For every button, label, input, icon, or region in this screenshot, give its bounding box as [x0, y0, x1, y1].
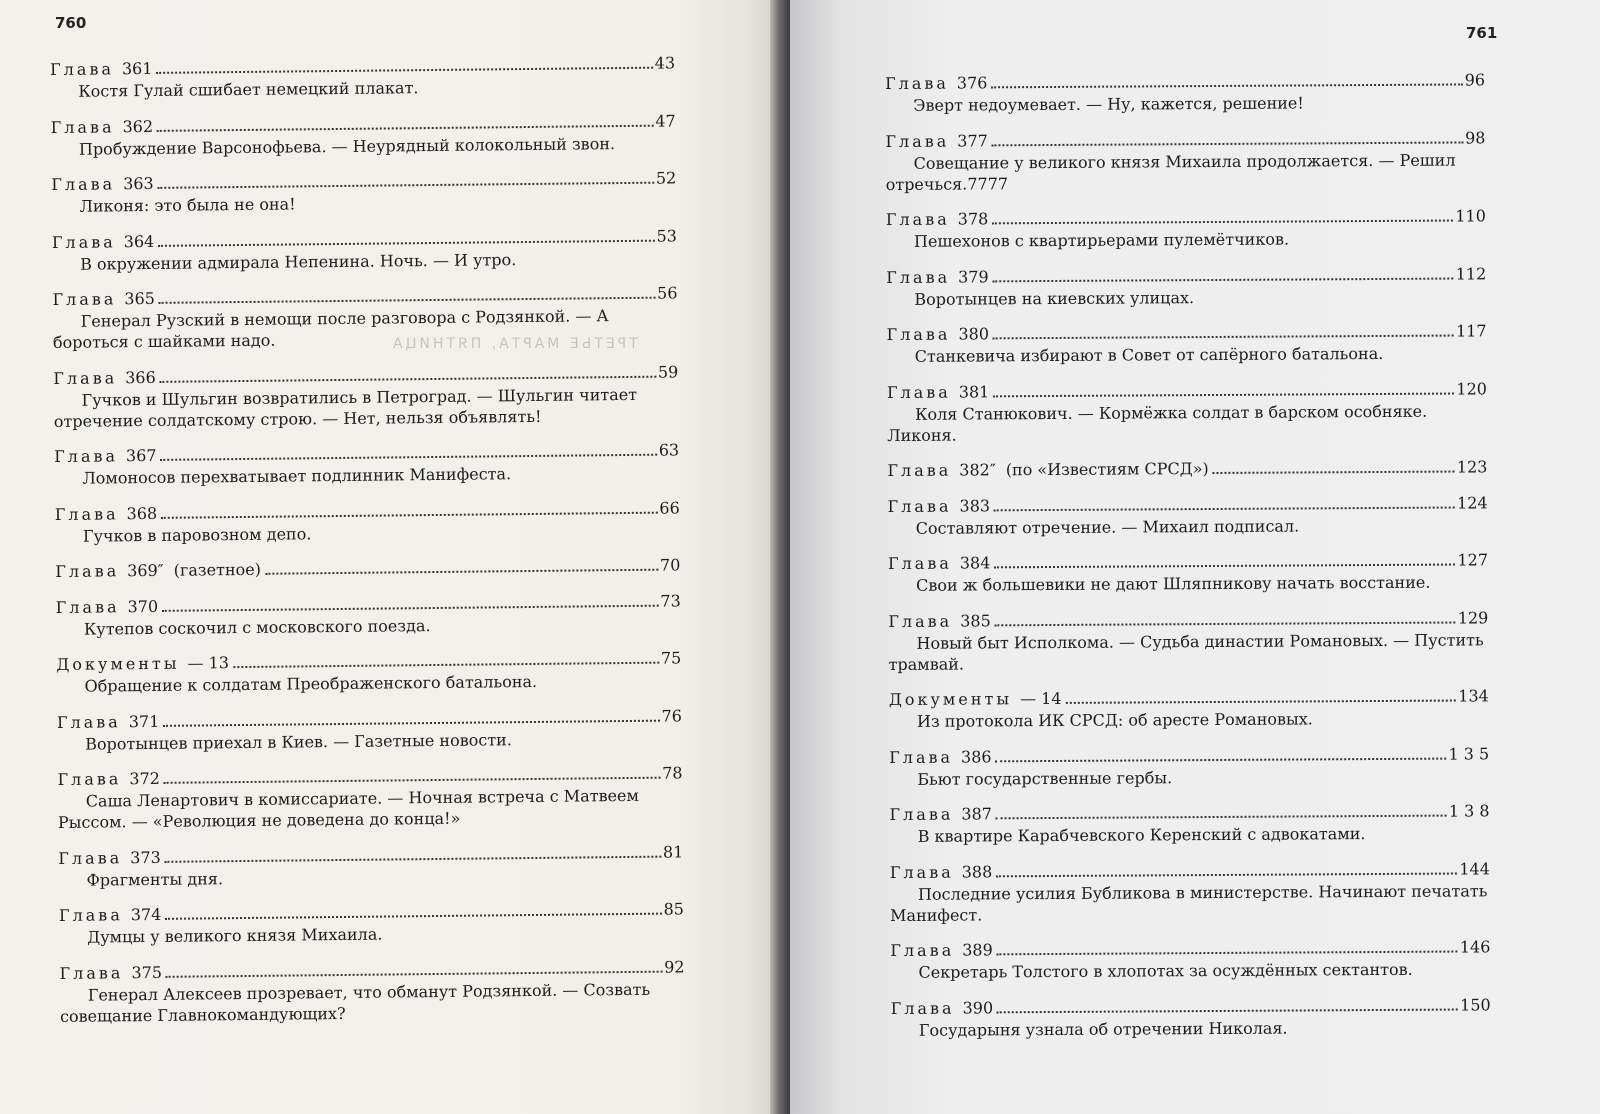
toc-list-right — [885, 70, 1491, 1056]
page-reference: 76 — [661, 705, 682, 726]
toc-entry-heading — [890, 937, 1490, 961]
chapter-label: Документы — [888, 689, 1013, 709]
dot-leader — [157, 123, 653, 131]
toc-entry — [886, 264, 1486, 310]
toc-entry — [55, 555, 680, 582]
dot-leader — [1066, 699, 1457, 704]
toc-entry-heading — [885, 70, 1485, 94]
dot-leader — [995, 620, 1456, 626]
chapter-number: 385 — [960, 610, 991, 631]
dot-leader — [1213, 470, 1455, 474]
toc-entry — [51, 111, 676, 160]
chapter-description: Саша Ленартович в комиссариате. — Ночная встреча с Матвеем Рыссом. — «Революция не доведена до конца!» — [57, 785, 640, 832]
chapter-number: 389 — [962, 940, 993, 960]
chapter-number: 369″ — [127, 560, 164, 581]
chapter-label: Глава — [890, 998, 955, 1018]
page-reference: 1 3 8 — [1448, 801, 1490, 821]
toc-entry — [887, 457, 1487, 481]
page-reference: 110 — [1455, 206, 1486, 226]
chapter-number: — 14 — [1019, 688, 1062, 709]
toc-entry — [889, 744, 1489, 790]
dot-leader — [996, 871, 1457, 877]
right-page — [790, 0, 1600, 1114]
dot-leader — [993, 276, 1454, 282]
page-reference: 120 — [1456, 378, 1487, 399]
toc-entry — [885, 70, 1485, 116]
toc-entry-heading — [886, 206, 1486, 230]
page-reference: 56 — [657, 283, 678, 303]
toc-entry — [891, 995, 1491, 1041]
chapter-description: Секретарь Толстого в хлопотах за осуждённых сектантов. — [918, 959, 1413, 982]
dot-leader — [165, 912, 661, 920]
toc-entry-heading — [887, 321, 1487, 345]
toc-entry-heading — [889, 686, 1489, 710]
dot-leader — [166, 969, 662, 977]
chapter-number: 363 — [123, 173, 154, 194]
page-reference: 98 — [1464, 127, 1486, 147]
page-reference: 43 — [654, 53, 676, 73]
toc-entry — [886, 206, 1486, 252]
chapter-label: Глава — [51, 231, 116, 252]
chapter-label: Глава — [55, 596, 120, 617]
chapter-description: Государыня узнала об отречении Николая. — [918, 1018, 1288, 1040]
chapter-label: Глава — [54, 503, 119, 524]
chapter-label: Глава — [57, 769, 122, 789]
page-number-right: 761 — [1466, 24, 1498, 42]
chapter-label: Глава — [58, 905, 123, 925]
chapter-label: Глава — [58, 847, 123, 868]
page-reference: 146 — [1459, 937, 1491, 957]
dot-leader — [160, 374, 656, 382]
toc-entry — [58, 842, 683, 891]
chapter-description: Новый быт Исполкома. — Судьба династии Романовых. — Пустить трамвай. — [888, 629, 1484, 674]
dot-leader — [997, 1007, 1458, 1013]
chapter-label: Глава — [887, 553, 952, 573]
dot-leader — [233, 661, 659, 668]
toc-entry — [889, 801, 1489, 847]
chapter-description: Последние усилия Бубликова в министерстве. Начинают печатать Манифест. — [890, 880, 1488, 925]
page-reference: 85 — [663, 899, 685, 919]
toc-entry — [56, 648, 681, 697]
chapter-description: Из протокола ИК СРСД: об аресте Романовых. — [916, 709, 1313, 731]
page-reference: 117 — [1455, 321, 1487, 341]
page-reference: 63 — [658, 440, 680, 460]
dot-leader — [163, 718, 659, 726]
page-reference: 78 — [662, 763, 683, 783]
dot-leader — [992, 140, 1463, 146]
chapter-description: Пешехонов с квартирьерами пулемётчиков. — [913, 229, 1290, 251]
page-reference: 73 — [660, 590, 681, 611]
page-reference: 81 — [662, 841, 684, 862]
chapter-description: В окружении адмирала Непенина. Ночь. — И утро. — [80, 249, 517, 274]
dot-leader — [164, 776, 660, 784]
dot-leader — [161, 453, 657, 461]
page-reference: 47 — [655, 110, 676, 131]
chapter-description: Фрагменты дня. — [86, 868, 224, 890]
chapter-number: 372 — [129, 768, 161, 789]
chapter-description: Бьют государственные гербы. — [917, 767, 1173, 789]
toc-entry — [887, 321, 1487, 367]
toc-entry-heading — [888, 550, 1488, 574]
chapter-label: Глава — [59, 962, 124, 983]
dot-leader — [994, 563, 1455, 569]
chapter-label: Глава — [885, 73, 949, 93]
page-reference: 92 — [664, 956, 685, 977]
toc-entry — [888, 550, 1488, 596]
toc-entry — [888, 608, 1488, 675]
toc-entry-heading — [891, 995, 1491, 1019]
toc-entry — [57, 706, 682, 755]
toc-entry-heading — [887, 379, 1487, 403]
chapter-number: 374 — [130, 904, 162, 925]
toc-entry — [51, 168, 676, 217]
page-reference: 66 — [659, 497, 680, 518]
chapter-number: 377 — [957, 130, 988, 151]
toc-entry-heading — [889, 744, 1489, 768]
chapter-description: Генерал Рузский в немощи после разговора с Родзянкой. — А бороться с шайками надо. — [52, 306, 609, 352]
chapter-number: 361 — [121, 58, 153, 79]
chapter-note: (газетное) — [173, 559, 262, 580]
dot-leader — [996, 756, 1447, 762]
page-reference: 123 — [1456, 457, 1488, 477]
dot-leader — [162, 603, 658, 611]
chapter-description: Станкевича избирают в Совет от сапёрного батальона. — [914, 343, 1384, 366]
chapter-description: Ломоносов перехватывает подлинник Манифеста. — [82, 464, 512, 488]
toc-entry — [55, 498, 680, 547]
chapter-number: 365 — [124, 288, 155, 309]
toc-list-left — [50, 53, 685, 1041]
toc-entry — [889, 686, 1489, 732]
dot-leader — [157, 66, 653, 74]
toc-entry — [890, 937, 1490, 983]
chapter-number: 362 — [122, 116, 154, 136]
chapter-description: Гучков в паровозном депо. — [82, 523, 312, 546]
chapter-note: (по «Известиям СРСД») — [1005, 459, 1209, 480]
chapter-number: 383 — [959, 495, 991, 516]
chapter-label: Глава — [886, 382, 951, 402]
chapter-label: Глава — [53, 367, 118, 388]
chapter-description: Кутепов соскочил с московского поезда. — [83, 615, 431, 639]
page-reference: 75 — [660, 648, 682, 668]
toc-entry — [59, 957, 685, 1027]
chapter-label: Глава — [54, 446, 119, 466]
dot-leader — [992, 219, 1453, 225]
chapter-number: 378 — [957, 209, 989, 229]
toc-entry — [885, 128, 1485, 195]
dot-leader — [994, 505, 1455, 511]
dot-leader — [996, 814, 1447, 820]
chapter-number: 370 — [127, 596, 159, 616]
toc-entry — [54, 440, 679, 489]
toc-entry — [887, 379, 1487, 446]
chapter-number: 366 — [125, 367, 156, 387]
toc-entry — [53, 362, 679, 432]
page-reference: 59 — [657, 361, 679, 382]
chapter-description: Костя Гулай сшибает немецкий плакат. — [78, 78, 419, 101]
book-gutter — [770, 0, 790, 1114]
bleed-through-heading: ТРЕТЬЕ МАРТА, ПЯТНИЦА — [390, 336, 638, 352]
chapter-label: Глава — [52, 289, 117, 309]
chapter-description: Совещание у великого князя Михаила продолжается. — Решил отречься.7777 — [885, 150, 1456, 194]
toc-entry — [52, 283, 678, 353]
chapter-label: Глава — [886, 324, 951, 344]
chapter-description: Обращение к солдатам Преображенского батальона. — [84, 671, 538, 696]
chapter-label: Глава — [889, 747, 954, 767]
chapter-description: Генерал Алексеев прозревает, что обманут Родзянкой. — Созвать совещание Главнокомандующих? — [59, 979, 651, 1026]
dot-leader — [265, 568, 658, 575]
page-reference: 70 — [659, 555, 681, 575]
toc-entry — [56, 591, 681, 640]
chapter-number: 364 — [123, 231, 155, 251]
chapter-number: 387 — [961, 804, 992, 824]
chapter-description: Эверт недоумевает. — Ну, кажется, решение! — [913, 93, 1304, 115]
toc-entry — [888, 493, 1488, 539]
dot-leader — [993, 391, 1454, 397]
chapter-number: 375 — [131, 962, 163, 982]
chapter-label: Глава — [885, 131, 950, 151]
toc-entry — [57, 763, 683, 833]
chapter-number: 381 — [958, 381, 990, 402]
dot-leader — [161, 510, 657, 518]
chapter-number: 380 — [958, 324, 990, 344]
chapter-label: Глава — [887, 460, 952, 480]
chapter-label: Глава — [50, 116, 115, 137]
chapter-description: Думцы у великого князя Михаила. — [87, 924, 383, 947]
page-reference: 127 — [1457, 550, 1489, 570]
page-reference: 112 — [1455, 263, 1487, 284]
chapter-label: Глава — [889, 862, 954, 882]
toc-entry — [890, 859, 1490, 926]
chapter-description: Пробуждение Варсонофьева. — Неурядный колокольный звон. — [78, 133, 616, 159]
dot-leader — [991, 82, 1462, 88]
dot-leader — [993, 334, 1454, 340]
toc-entry-heading — [885, 128, 1485, 152]
chapter-label: Глава — [889, 804, 954, 824]
toc-entry-heading — [889, 801, 1489, 825]
chapter-number: 382″ — [959, 460, 996, 480]
page-number-left: 760 — [55, 14, 87, 32]
chapter-number: — 13 — [187, 653, 230, 673]
chapter-description: В квартире Карабчевского Керенский с адвокатами. — [917, 824, 1366, 846]
page-reference: 134 — [1458, 686, 1489, 706]
left-page — [0, 0, 770, 1114]
toc-entry-heading — [888, 608, 1488, 632]
chapter-description: Составляют отречение. — Михаил подписал. — [915, 515, 1300, 538]
dot-leader — [997, 950, 1458, 956]
dot-leader — [158, 238, 654, 246]
page-reference: 52 — [655, 168, 677, 188]
chapter-description: Воротынцев на киевских улицах. — [914, 287, 1195, 309]
page-reference: 150 — [1460, 994, 1491, 1015]
chapter-number: 373 — [130, 847, 161, 867]
chapter-number: 379 — [958, 266, 989, 287]
chapter-number: 390 — [962, 997, 994, 1018]
page-reference: 1 3 5 — [1448, 743, 1490, 764]
chapter-label: Глава — [50, 59, 115, 79]
chapter-number: 384 — [959, 553, 991, 573]
page-reference: 124 — [1457, 492, 1488, 513]
chapter-label: Глава — [56, 711, 121, 732]
chapter-label: Глава — [51, 174, 116, 194]
dot-leader — [158, 181, 654, 189]
chapter-description: Гучков и Шульгин возвратились в Петроград. — Шульгин читает отречение солдатскому строю. — Нет, нельзя объявлять! — [53, 384, 638, 431]
chapter-label: Глава — [887, 496, 952, 516]
toc-entry-heading — [887, 457, 1487, 481]
toc-entry — [50, 53, 675, 102]
page-reference: 144 — [1459, 858, 1490, 879]
chapter-number: 368 — [126, 503, 158, 523]
chapter-label: Глава — [886, 267, 951, 287]
dot-leader — [165, 854, 661, 862]
chapter-description: Воротынцев приехал в Киев. — Газетные новости. — [85, 729, 512, 754]
chapter-label: Глава — [885, 209, 950, 229]
toc-entry-heading — [888, 493, 1488, 517]
chapter-number: 376 — [956, 73, 988, 93]
page-reference: 96 — [1464, 70, 1486, 90]
page-reference: 129 — [1457, 607, 1489, 628]
chapter-description: Свои ж большевики не дают Шляпникову начать восстание. — [916, 572, 1431, 595]
chapter-number: 371 — [128, 711, 160, 731]
toc-entry — [52, 226, 677, 275]
chapter-label: Глава — [55, 561, 120, 581]
chapter-label: Документы — [56, 653, 180, 674]
dot-leader — [159, 296, 655, 304]
chapter-description: Ликоня: это была не она! — [79, 194, 296, 216]
chapter-number: 386 — [960, 746, 992, 767]
chapter-number: 367 — [125, 445, 157, 466]
toc-entry-heading — [55, 555, 680, 582]
toc-entry-heading — [890, 859, 1490, 883]
chapter-label: Глава — [890, 940, 955, 960]
toc-entry — [59, 899, 684, 948]
page-reference: 53 — [656, 225, 677, 246]
toc-entry-heading — [886, 264, 1486, 288]
chapter-label: Глава — [888, 611, 953, 631]
chapter-number: 388 — [961, 861, 993, 882]
chapter-description: Коля Станюкович. — Кормёжка солдат в барском особняке. Ликоня. — [887, 401, 1428, 445]
